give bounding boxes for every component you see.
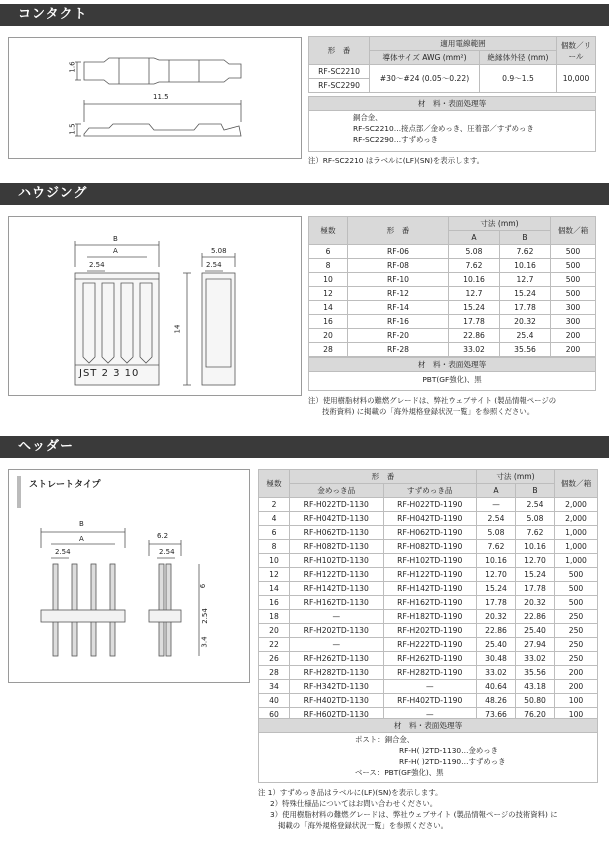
col-part: 形 番: [309, 37, 370, 65]
table-cell: 500: [551, 273, 596, 287]
table-cell: 12.7: [500, 273, 551, 287]
header-dim-h3: 3.4: [200, 636, 209, 648]
table-cell: RF-H202TD-1190: [383, 624, 477, 638]
table-cell: 250: [555, 610, 598, 624]
table-cell: 5.08: [516, 512, 555, 526]
table-cell: —: [383, 680, 477, 694]
table-cell: 500: [555, 568, 598, 582]
table-row: [309, 315, 596, 329]
col-wire: 適用電線範囲: [370, 37, 557, 51]
table-cell: RF-H182TD-1190: [383, 610, 477, 624]
header-dim-h1: 6: [199, 583, 208, 589]
table-cell: 25.4: [500, 329, 551, 343]
contact-dim-h1: 1.6: [68, 61, 77, 73]
table-cell: 12: [259, 568, 290, 582]
table-cell: 50.80: [516, 694, 555, 708]
table-cell: 33.02: [516, 652, 555, 666]
table-cell: 2: [259, 498, 290, 512]
table-cell: 14: [309, 301, 348, 315]
table-cell: 25.40: [477, 638, 516, 652]
table-cell: 35.56: [500, 343, 551, 357]
table-cell: 43.18: [516, 680, 555, 694]
col-qty: 個数／箱: [555, 470, 598, 498]
table-cell: RF-H402TD-1130: [290, 694, 384, 708]
table-cell: 15.24: [477, 582, 516, 596]
table-cell: RF-H102TD-1130: [290, 554, 384, 568]
table-row: [259, 526, 598, 540]
table-cell: RF-28: [348, 343, 449, 357]
header-dim-a: A: [79, 535, 84, 543]
header-note-2: 2）特殊仕様品についてはお問い合わせください。: [270, 799, 438, 808]
part-1: RF-SC2210: [309, 65, 370, 79]
table-row: [259, 666, 598, 680]
header-drawing: [9, 470, 249, 682]
table-row: [259, 610, 598, 624]
header-dim-width: 6.2: [157, 532, 169, 540]
table-cell: 28: [259, 666, 290, 680]
table-cell: RF-H062TD-1130: [290, 526, 384, 540]
table-cell: 250: [555, 624, 598, 638]
table-cell: 7.62: [477, 540, 516, 554]
housing-spec-table: [308, 216, 596, 357]
header-material-header: 材 料・表面処理等: [259, 719, 597, 733]
table-cell: 8: [259, 540, 290, 554]
table-cell: 76.20: [516, 708, 555, 722]
header-dim-pitch-side: 2.54: [159, 548, 175, 556]
table-cell: RF-H022TD-1190: [383, 498, 477, 512]
header-drawing-panel: [8, 469, 250, 683]
table-row: [259, 498, 598, 512]
table-cell: 17.78: [500, 301, 551, 315]
col-a: A: [449, 231, 500, 245]
col-od: 絶縁体外径 (mm): [479, 51, 556, 65]
table-cell: 33.02: [477, 666, 516, 680]
table-cell: 6: [309, 245, 348, 259]
housing-dim-pitch: 2.54: [89, 261, 105, 269]
table-cell: 15.24: [516, 568, 555, 582]
table-cell: 28: [309, 343, 348, 357]
table-row: [259, 582, 598, 596]
table-cell: 30.48: [477, 652, 516, 666]
contact-dim-h2: 1.5: [68, 123, 77, 135]
table-cell: 2,000: [555, 498, 598, 512]
table-row: [259, 652, 598, 666]
housing-material-header: 材 料・表面処理等: [309, 358, 595, 372]
table-cell: 500: [551, 259, 596, 273]
table-cell: 4: [259, 512, 290, 526]
col-part: 形 番: [348, 217, 449, 245]
table-cell: 7.62: [449, 259, 500, 273]
table-row: [259, 540, 598, 554]
col-poles: 極数: [259, 470, 290, 498]
table-cell: RF-H342TD-1130: [290, 680, 384, 694]
housing-dim-height: 14: [173, 324, 182, 334]
table-row: [259, 694, 598, 708]
header-note-4: 掲載の「海外規格登録状況一覧」を参照ください。: [278, 821, 448, 830]
table-cell: 73.66: [477, 708, 516, 722]
table-cell: 7.62: [500, 245, 551, 259]
table-cell: 300: [551, 315, 596, 329]
table-cell: 34: [259, 680, 290, 694]
table-cell: 17.78: [449, 315, 500, 329]
table-cell: RF-H202TD-1130: [290, 624, 384, 638]
table-cell: 1,000: [555, 526, 598, 540]
table-cell: 15.24: [500, 287, 551, 301]
table-row: [259, 596, 598, 610]
col-b: B: [500, 231, 551, 245]
contact-section-title: コンタクト: [0, 4, 609, 26]
col-gold: 金めっき品: [290, 484, 384, 498]
table-cell: 200: [551, 343, 596, 357]
table-cell: RF-H142TD-1130: [290, 582, 384, 596]
housing-note-2: 技術資料) に掲載の「海外規格登録状況一覧」を参照ください。: [322, 407, 535, 416]
table-cell: 12.7: [449, 287, 500, 301]
table-cell: 22: [259, 638, 290, 652]
table-cell: 1,000: [555, 554, 598, 568]
table-cell: —: [290, 610, 384, 624]
table-cell: RF-06: [348, 245, 449, 259]
header-material-gold: RF-H( )2TD-1130…金めっき: [399, 746, 498, 755]
contact-material-line-1: 銅合金、: [353, 113, 383, 122]
table-cell: 500: [551, 287, 596, 301]
header-dim-b: B: [79, 520, 84, 528]
table-cell: 20.32: [516, 596, 555, 610]
contact-material-header: 材 料・表面処理等: [309, 97, 595, 111]
housing-marking: JST 2 3 10: [79, 368, 140, 379]
table-row: [309, 301, 596, 315]
table-row: [259, 554, 598, 568]
table-cell: 500: [555, 596, 598, 610]
table-cell: 40.64: [477, 680, 516, 694]
table-cell: RF-20: [348, 329, 449, 343]
table-cell: RF-H022TD-1130: [290, 498, 384, 512]
table-cell: 15.24: [449, 301, 500, 315]
table-cell: 22.86: [477, 624, 516, 638]
contact-dim-w: 11.5: [153, 93, 169, 101]
header-note-1: 注 1）すずめっき品はラベルに(LF)(SN)を表示します。: [258, 788, 443, 797]
table-cell: 20: [259, 624, 290, 638]
housing-material: PBT(GF強化)、黒: [422, 375, 482, 384]
table-cell: RF-H142TD-1190: [383, 582, 477, 596]
table-cell: 6: [259, 526, 290, 540]
header-dim-h2: 2.54: [200, 608, 209, 624]
table-cell: 10.16: [500, 259, 551, 273]
housing-note-1: 注）使用樹脂材料の難燃グレードは、弊社ウェブサイト (製品情報ページの: [308, 396, 557, 405]
table-cell: 10.16: [516, 540, 555, 554]
table-cell: 5.08: [477, 526, 516, 540]
col-dim: 寸法 (mm): [449, 217, 551, 231]
table-cell: 22.86: [449, 329, 500, 343]
table-cell: 27.94: [516, 638, 555, 652]
part-2: RF-SC2290: [309, 79, 370, 93]
table-cell: RF-H402TD-1190: [383, 694, 477, 708]
header-material-post: ポスト：銅合金、: [355, 735, 415, 744]
housing-drawing: [9, 217, 301, 395]
table-cell: 100: [555, 694, 598, 708]
table-row: [309, 329, 596, 343]
table-row: [259, 512, 598, 526]
table-cell: 2.54: [516, 498, 555, 512]
table-cell: RF-H042TD-1190: [383, 512, 477, 526]
col-part: 形 番: [290, 470, 477, 484]
table-cell: 16: [309, 315, 348, 329]
table-cell: RF-H082TD-1130: [290, 540, 384, 554]
col-tin: すずめっき品: [383, 484, 477, 498]
col-qty: 個数／箱: [551, 217, 596, 245]
contact-drawing-panel: [8, 37, 302, 159]
table-row: [259, 624, 598, 638]
table-cell: 48.26: [477, 694, 516, 708]
table-cell: RF-H122TD-1130: [290, 568, 384, 582]
housing-dim-a: A: [113, 247, 118, 255]
table-cell: 7.62: [516, 526, 555, 540]
table-cell: RF-H282TD-1190: [383, 666, 477, 680]
header-section-title: ヘッダー: [0, 436, 609, 458]
col-b: B: [516, 484, 555, 498]
col-poles: 極数: [309, 217, 348, 245]
table-cell: RF-H062TD-1190: [383, 526, 477, 540]
table-cell: 35.56: [516, 666, 555, 680]
header-dim-pitch: 2.54: [55, 548, 71, 556]
table-row: [259, 680, 598, 694]
table-cell: 5.08: [449, 245, 500, 259]
table-cell: 200: [551, 329, 596, 343]
table-cell: 26: [259, 652, 290, 666]
table-cell: 25.40: [516, 624, 555, 638]
table-row: [309, 287, 596, 301]
table-cell: RF-14: [348, 301, 449, 315]
table-cell: RF-H082TD-1190: [383, 540, 477, 554]
table-cell: 12: [309, 287, 348, 301]
housing-material-box: [308, 357, 596, 391]
table-cell: 12.70: [516, 554, 555, 568]
table-cell: RF-16: [348, 315, 449, 329]
table-cell: 500: [551, 245, 596, 259]
table-cell: 2.54: [477, 512, 516, 526]
table-cell: 22.86: [516, 610, 555, 624]
table-cell: —: [383, 708, 477, 722]
table-cell: 10.16: [449, 273, 500, 287]
table-cell: 20: [309, 329, 348, 343]
housing-drawing-panel: [8, 216, 302, 396]
table-cell: RF-12: [348, 287, 449, 301]
table-cell: 60: [259, 708, 290, 722]
table-cell: RF-10: [348, 273, 449, 287]
header-material-box: [258, 718, 598, 783]
table-row: [309, 343, 596, 357]
table-cell: 17.78: [516, 582, 555, 596]
qty: 10,000: [557, 65, 596, 93]
table-cell: 2,000: [555, 512, 598, 526]
header-subtitle: ストレートタイプ: [29, 480, 101, 490]
table-cell: 250: [555, 638, 598, 652]
table-cell: 1,000: [555, 540, 598, 554]
table-cell: 20.32: [500, 315, 551, 329]
contact-material-line-3: RF-SC2290…すずめっき: [353, 135, 439, 144]
table-cell: —: [290, 638, 384, 652]
header-spec-table: [258, 469, 598, 722]
table-cell: RF-H102TD-1190: [383, 554, 477, 568]
table-cell: RF-H602TD-1130: [290, 708, 384, 722]
table-cell: RF-H162TD-1190: [383, 596, 477, 610]
table-cell: 300: [551, 301, 596, 315]
table-cell: RF-H162TD-1130: [290, 596, 384, 610]
contact-spec-table: [308, 36, 596, 93]
table-row: [259, 638, 598, 652]
table-cell: RF-08: [348, 259, 449, 273]
table-cell: 16: [259, 596, 290, 610]
header-note-3: 3）使用樹脂材料の難燃グレードは、弊社ウェブサイト (製品情報ページの技術資料) に: [270, 810, 558, 819]
col-qty: 個数／リール: [557, 37, 596, 65]
table-cell: RF-H042TD-1130: [290, 512, 384, 526]
table-cell: RF-H282TD-1130: [290, 666, 384, 680]
col-awg: 導体サイズ AWG (mm²): [370, 51, 480, 65]
table-cell: 40: [259, 694, 290, 708]
table-cell: 10: [309, 273, 348, 287]
table-cell: 18: [259, 610, 290, 624]
table-cell: RF-H262TD-1130: [290, 652, 384, 666]
table-cell: RF-H222TD-1190: [383, 638, 477, 652]
contact-note: 注）RF-SC2210 はラベルに(LF)(SN)を表示します。: [308, 156, 485, 165]
table-cell: 200: [555, 666, 598, 680]
table-cell: RF-H122TD-1190: [383, 568, 477, 582]
contact-material-box: [308, 96, 596, 152]
od-range: 0.9〜1.5: [479, 65, 556, 93]
table-row: [309, 259, 596, 273]
table-cell: RF-H262TD-1190: [383, 652, 477, 666]
col-dim: 寸法 (mm): [477, 470, 555, 484]
header-material-tin: RF-H( )2TD-1190…すずめっき: [399, 757, 506, 766]
table-cell: 20.32: [477, 610, 516, 624]
table-cell: 33.02: [449, 343, 500, 357]
table-row: [259, 568, 598, 582]
col-a: A: [477, 484, 516, 498]
table-cell: 10: [259, 554, 290, 568]
table-cell: 100: [555, 708, 598, 722]
table-row: [309, 245, 596, 259]
table-cell: 10.16: [477, 554, 516, 568]
housing-section-title: ハウジング: [0, 183, 609, 205]
table-cell: 14: [259, 582, 290, 596]
table-cell: 250: [555, 652, 598, 666]
housing-dim-b: B: [113, 235, 118, 243]
table-row: [309, 273, 596, 287]
table-cell: 200: [555, 680, 598, 694]
table-cell: 17.78: [477, 596, 516, 610]
awg-range: #30〜#24 (0.05〜0.22): [370, 65, 480, 93]
contact-material-line-2: RF-SC2210…接点部／金めっき、圧着部／すずめっき: [353, 124, 534, 133]
table-cell: 500: [555, 582, 598, 596]
header-material-base: ベース：PBT(GF強化)、黒: [355, 768, 444, 777]
housing-dim-pitch-side: 2.54: [206, 261, 222, 269]
table-cell: —: [477, 498, 516, 512]
housing-dim-width: 5.08: [211, 247, 227, 255]
table-cell: 8: [309, 259, 348, 273]
table-cell: 12.70: [477, 568, 516, 582]
